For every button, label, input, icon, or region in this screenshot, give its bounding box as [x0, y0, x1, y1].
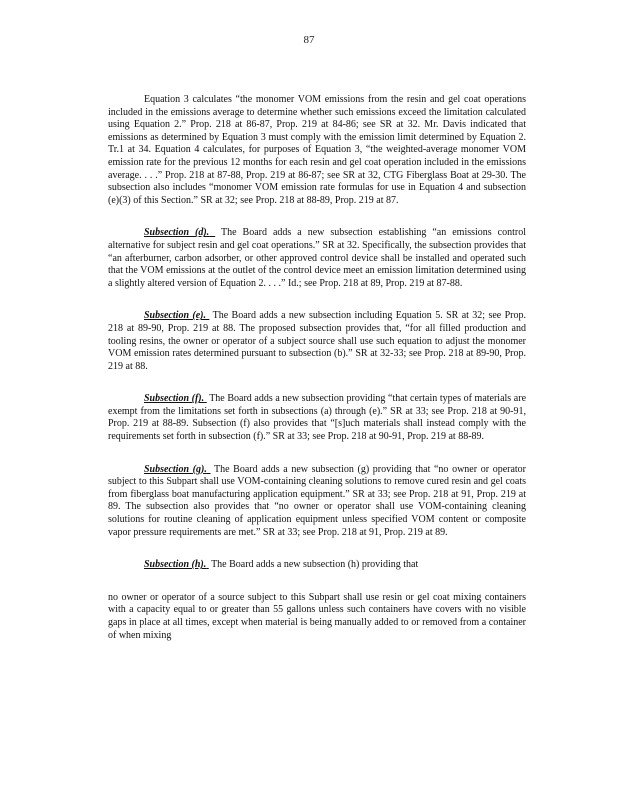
paragraph-text: Equation 3 calculates “the monomer VOM emissions from the resin and gel coat operations included in the emissions average to determine whether such emissions exceed the limitation calculated using Equation 2.” Prop. 218 at 86-87, Prop. 219 at 84-86; see SR at 32. Mr. Davis indicated that emissions as determined by Equation 3 must comply with the emission limit determined by Equation 2. Tr.1 at 34. Equation 4 calculates, for purposes of Equation 3, “the weighted-average monomer VOM emission rate for the previous 12 months for each resin and gel coat operation included in the emissions average. . . .” Prop. 218 at 87-88, Prop. 219 at 86-87; see SR at 32, CTG Fiberglass Boat at 29-30. The subsection also includes “monomer VOM emission rate formulas for use in Equation 4 and subsection (e)(3) of this Section.” SR at 32; see Prop. 218 at 88-89, Prop. 219 at 87.	[108, 94, 526, 206]
subsection-heading: Subsection (e).	[144, 310, 206, 322]
page-number: 87	[303, 34, 315, 46]
paragraph-text: The Board adds a new subsection including Equation 5. SR at 32; see Prop. 218 at 89-90, Prop. 219 at 88. The proposed subsection provides that, “for all filled production and tooling resins, the owner or operator of a subject source shall use such equation to adjust the monomer VOM emission rates determined pursuant to subsection (b).” SR at 32-33; see Prop. 218 at 89-90, Prop. 219 at 88.	[108, 310, 527, 372]
paragraph-subsection-g	[108, 464, 526, 540]
subsection-heading: Subsection (f).	[144, 393, 205, 405]
subsection-heading: Subsection (h).	[144, 559, 207, 571]
body-text	[108, 94, 526, 642]
block-quote: no owner or operator of a source subject to this Subpart shall use resin or gel coat mixing containers with a capacity equal to or greater than 55 gallons unless such containers have covers with no visible gaps in place at all times, except when material is being manually added to or removed from a container of when mixing	[108, 591, 526, 641]
paragraph-text: The Board adds a new subsection establishing “an emissions control alternative for subject resin and gel coat operations.” SR at 32. Specifically, the subsection provides that “an afterburner, carbon adsorber, or other approved control device shall be installed and operated such that the VOM emissions at the outlet of the control device meet an emission limitation determined using a slightly altered version of Equation 2. . . .” Id.; see Prop. 218 at 89, Prop. 219 at 87-88.	[108, 227, 527, 289]
paragraph-subsection-d	[108, 227, 526, 290]
paragraph-text: The Board adds a new subsection providing “that certain types of materials are exempt from the limitations set forth in subsections (a) through (e).” SR at 33; see Prop. 218 at 90-91, Prop. 219 at 88-89. Subsection (f) also provides that “[s]uch materials shall instead comply with the requirements set forth in subsection (f).” SR at 33; see Prop. 218 at 90-91, Prop. 219 at 88-89.	[108, 393, 527, 443]
paragraph-subsection-e	[108, 310, 526, 373]
paragraph-text: The Board adds a new subsection (g) providing that “no owner or operator subject to this Subpart shall use VOM-containing cleaning solutions to remove cured resin and gel coats from fiberglass boat manufacturing application equipment.” SR at 33; see Prop. 218 at 91, Prop. 219 at 89. The subsection also provides that “no owner or operator shall use VOM-containing cleaning solutions for routine cleaning of application equipment unless specified VOM content or composite vapor pressure requirements are met.” SR at 33; see Prop. 218 at 91, Prop. 219 at 89.	[108, 463, 527, 538]
subsection-heading: Subsection (g).	[144, 463, 207, 475]
paragraph-equation-3	[108, 94, 526, 207]
paragraph-subsection-h	[108, 559, 526, 572]
paragraph-text: The Board adds a new subsection (h) providing that	[211, 559, 419, 571]
paragraph-subsection-f	[108, 393, 526, 443]
subsection-heading: Subsection (d).	[144, 227, 210, 239]
